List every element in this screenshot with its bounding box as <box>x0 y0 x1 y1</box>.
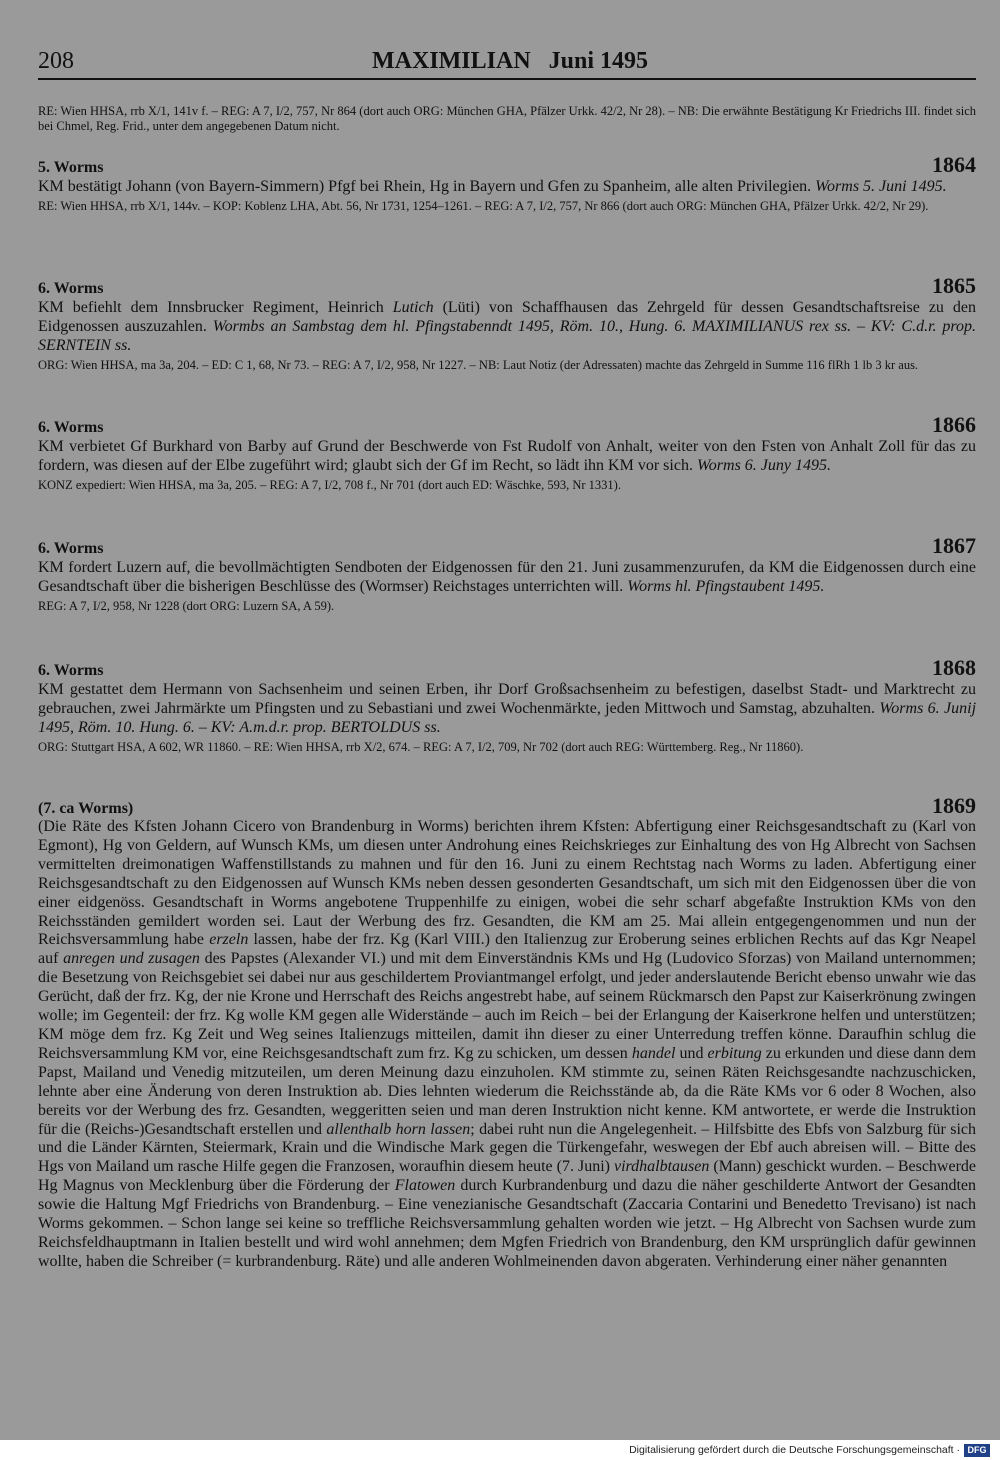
entry-1869 <box>38 793 977 1272</box>
entry-location: 6. Worms <box>38 419 104 436</box>
entry-notes: REG: A 7, I/2, 958, Nr 1228 (dort ORG: Luzern SA, A 59). <box>38 599 335 613</box>
page-number: 208 <box>38 48 74 74</box>
dfg-logo-icon: DFG <box>964 1444 990 1457</box>
entry-number: 1864 <box>932 152 976 177</box>
entry-location: 6. Worms <box>38 662 104 679</box>
header-rule <box>38 78 976 80</box>
entry-number: 1868 <box>932 655 976 680</box>
entry-1864 <box>38 152 976 214</box>
entry-location: 6. Worms <box>38 540 104 557</box>
entry-text: KM fordert Luzern auf, die bevollmächtigten Sendboten der Eidgenossen für den 21. Juni zusammenzurufen, da KM die Eidgenossen durch eine Gesandtschaft über die bisherigen Beschlüsse des (Wormser) Reichstages unterrichten will. Worms hl. Pfingstaubent 1495. <box>38 559 976 595</box>
entry-notes: KONZ expediert: Wien HHSA, ma 3a, 205. – REG: A 7, I/2, 708 f., Nr 701 (dort auch ED: Wäschke, 593, Nr 1331). <box>38 478 621 492</box>
entry-text: KM verbietet Gf Burkhard von Barby auf Grund der Beschwerde von Fst Rudolf von Anhalt, weiter von den Fsten von Anhalt Zoll für das zu fordern, was diesen auf der Elbe zugeführt wird; glaubt sich der Gf im Recht, so lädt ihn KM vor sich. Worms 6. Juny 1495. <box>38 438 976 474</box>
entry-location: 5. Worms <box>38 159 104 176</box>
footer-credit: Digitalisierung gefördert durch die Deutsche Forschungsgemeinschaft · <box>629 1444 960 1456</box>
notes-text: RE: Wien HHSA, rrb X/1, 141v f. – REG: A 7, I/2, 757, Nr 864 (dort auch ORG: München GHA, Pfälzer Urkk. 42/2, Nr 28). – NB: Die erwähnte Bestätigung Kr Friedrichs III. findet sich bei Chmel, Reg. Frid., unter dem angegebenen Datum nicht. <box>38 104 976 133</box>
running-title: MAXIMILIAN Juni 1495 <box>372 48 649 74</box>
entry-text: (Die Räte des Kfsten Johann Cicero von Brandenburg in Worms) berichten ihrem Kfsten: Abfertigung einer Reichsgesandtschaft zu (Karl von Egmont), Hg von Geldern, auf Wunsch KMs, um diesen unter Androhung eines Reichskrieges zur Einhaltung des von Hg Albrecht von Sachsen vermittelten dreimonatigen Waffenstillstands zu mahnen und für den 16. Juni zu einem Rechtstag nach Worms zu laden. Abfertigung einer Reichsgesandtschaft zu den Eidgenossen auf Wunsch KMs neben dessen gesonderten Gesandtschaft, um sich mit den Eidgenossen über die von einer eidgenöss. Gesandtschaft in Worms angebotene Truppenhilfe zu einigen, wobei die sehr scharf abgefaßte Instruktion KMs von den Reichsständen gemildert worden sei. Laut der Werbung des frz. Gesandten, die KM am 25. Mai allein entgegengenommen und nun der Reichsversammlung habe erzeln lassen, habe der frz. Kg (Karl VIII.) den Italienzug zur Eroberung seines erblichen Rechts auf das Kgr Neapel auf anregen und zusagen des Papstes (Alexander VI.) und mit dem Einverständnis KMs und Hg (Ludovico Sforzas) von Mailand unternommen; die Besetzung von Reichsgebiet sei dabei nur aus geschildertem Proviantmangel erfolgt, und jeder anderslautende Bericht ebenso unwahr wie das Gerücht, daß der frz. Kg, der nie Krone und Herrschaft des Reichs angestrebt habe, auf seinem Rückmarsch den Papst zur Kaiserkrönung zwingen wolle; im Gegenteil: der frz. Kg wolle KM gegen alle Widerstände – auch im Reich – bei der Erlangung der Kaiserkrone helfen und unterstützen; KM möge dem frz. Kg Zeit und Weg seines Italienzugs mitteilen, damit ihn dieser zu einer Unterredung treffen könne. Daraufhin schlug die Reichsversammlung KM vor, eine Reichsgesandtschaft zum frz. Kg zu schicken, um dessen handel und erbitung zu erkunden und diese dann dem Papst, Mailand und Venedig mitzuteilen, um deren Meinung dazu einzuholen. KM stimmte zu, seinen Räten Reichsgesandte nachzuschicken, lehnte aber eine Änderung von deren Instruktion ab. Dies lehnten wiederum die Reichsstände ab, da die Räte KMs vor 6 oder 8 Wochen, also bereits vor der Werbung des frz. Gesandten, weggeritten seien und man deren Instruktion nicht kenne. KM antwortete, er werde die Instruktion für die (Reichs-)Gesandtschaft erstellen und allenthalb horn lassen; dabei ruht nun die Angelegenheit. – Hilfsbitte des Ebfs von Salzburg für sich und die Länder Kärnten, Steiermark, Krain und die Windische Mark gegen die Türkengefahr, weswegen der Ebf auch abreisen will. – Bitte des Hgs von Mailand um rasche Hilfe gegen die Franzosen, woraufhin diesem heute (7. Juni) virdhalbtausen (Mann) geschickt wurden. – Beschwerde Hg Magnus von Mecklenburg über die Förderung der Flatowen durch Kurbrandenburg und dazu die näher geschilderte Antwort der Gesandten sowie die Haltung Mgf Friedrichs von Brandenburg. – Eine venezianische Gesandtschaft (Zaccaria Contarini und Benedetto Trevisano) ist nach Worms gekommen. – Schon lange sei keine so treffliche Reichsversammlung gehalten worden wie jetzt. – Hg Albrecht von Sachsen wurde zum Reichsfeldhauptmann in Italien bestellt und wird wohl annehmen; dem Mgfen Friedrich von Brandenburg, den KM ursprünglich dafür gewinnen wollte, haben die Schreiber (= kurbrandenburg. Räte) und alle anderen Wohlmeinenden davon abgeraten. Verhinderung einer näher genannten <box>38 818 977 1270</box>
entry-1867 <box>38 533 976 614</box>
entry-notes: RE: Wien HHSA, rrb X/1, 144v. – KOP: Koblenz LHA, Abt. 56, Nr 1731, 1254–1261. – REG: A 7, I/2, 757, Nr 866 (dort auch ORG: München GHA, Pfälzer Urkk. 42/2, Nr 29). <box>38 199 929 213</box>
entry-notes: ORG: Stuttgart HSA, A 602, WR 11860. – RE: Wien HHSA, rrb X/2, 674. – REG: A 7, I/2, 709, Nr 702 (dort auch REG: Württemberg. Reg., Nr 11860). <box>38 740 804 754</box>
entry-1865 <box>38 273 977 373</box>
entry-text: KM befiehlt dem Innsbrucker Regiment, Heinrich Lutich (Lüti) von Schaffhausen das Zehrgeld für dessen Gesandtschaftsreise zu den Eidgenossen auszuzahlen. Wormbs an Sambstag dem hl. Pfingstabenndt 1495, Röm. 10., Hung. 6. MAXIMILIANUS rex ss. – KV: C.d.r. prop. SERNTEIN ss. <box>38 299 977 354</box>
entry-number: 1867 <box>932 533 976 558</box>
entry-notes: ORG: Wien HHSA, ma 3a, 204. – ED: C 1, 68, Nr 73. – REG: A 7, I/2, 958, Nr 1227. – NB: Laut Notiz (der Adressaten) machte das Zehrgeld in Summe 116 flRh 1 lb 3 kr aus. <box>38 358 919 372</box>
entry-location: (7. ca Worms) <box>38 800 134 817</box>
entry-text: KM gestattet dem Hermann von Sachsenheim und seinen Erben, ihr Dorf Großsachsenheim zu befestigen, daselbst Stadt- und Marktrecht zu gebrauchen, zwei Jahrmärkte um Pfingsten und zu Sebastiani und zwei Wochenmärkte, jeden Mittwoch und Samstag, abzuhalten. Worms 6. Junij 1495, Röm. 10. Hung. 6. – KV: A.m.d.r. prop. BERTOLDUS ss. <box>38 681 977 736</box>
entry-1866 <box>38 412 976 493</box>
previous-entry-notes <box>38 104 976 134</box>
entry-number: 1866 <box>932 412 976 437</box>
entry-1868 <box>38 655 977 755</box>
entry-number: 1869 <box>932 793 976 818</box>
digitization-footer <box>0 1440 1000 1460</box>
page-header <box>38 46 976 80</box>
entry-text: KM bestätigt Johann (von Bayern-Simmern) Pfgf bei Rhein, Hg in Bayern und Gfen zu Spanheim, alle alten Privilegien. Worms 5. Juni 1495. <box>38 178 947 195</box>
entry-location: 6. Worms <box>38 280 104 297</box>
entry-number: 1865 <box>932 273 976 298</box>
